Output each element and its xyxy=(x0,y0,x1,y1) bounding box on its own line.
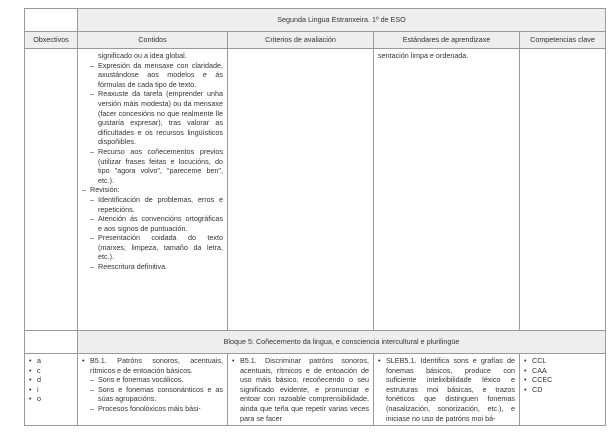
revision-item: – Identificación de problemas, erros e repeticións. xyxy=(82,195,223,214)
col-standards: Estándares de aprendizaxe xyxy=(374,32,520,49)
block5-header-row xyxy=(25,331,606,354)
content-b51: • B5.1. Patróns sonoros, acentuais, rítmicos e de entoación básicos. xyxy=(82,356,223,375)
curriculum-table xyxy=(24,8,606,426)
block5-objectives-cell xyxy=(25,354,78,426)
content-subitem: – Sons e fonemas consonánticos e as súas agrupacións. xyxy=(82,385,223,404)
block5-contents-cell xyxy=(78,354,228,426)
col-objectives: Obxectivos xyxy=(25,32,78,49)
objective-item: • o xyxy=(29,394,73,404)
standards-cell xyxy=(374,49,520,331)
contents-list xyxy=(82,61,223,186)
competence-item: • CCEC xyxy=(524,375,601,385)
objectives-cell xyxy=(25,49,78,331)
subject-header: Segunda Lingua Estranxeira. 1º de ESO xyxy=(78,9,606,32)
competence-item: • CD xyxy=(524,385,601,395)
content-subitem: – Procesos fonolóxicos máis bási- xyxy=(82,404,223,414)
header-blank-cell xyxy=(25,9,78,32)
contents-item: – Recurso aos coñecementos previos (utilizar frases feitas e locucións, do tipo "agora volvo", "pareceme ben", etc.). xyxy=(82,147,223,185)
col-criteria: Criterios de avaliación xyxy=(228,32,374,49)
block5-blank-cell xyxy=(25,331,78,354)
col-contents: Contidos xyxy=(78,32,228,49)
subject-header-row xyxy=(25,9,606,32)
objective-item: • i xyxy=(29,385,73,395)
content-subitem: – Sons e fonemas vocálicos. xyxy=(82,375,223,385)
contents-item: – Reaxuste da tarefa (emprender unha versión máis modesta) ou da mensaxe (facer concesións no que realmente lle gustaría expresar), tras valorar as dificultades e os recursos lingüísticos dispoñibles. xyxy=(82,89,223,147)
main-content-row xyxy=(25,49,606,331)
block5-contents-list xyxy=(82,356,223,375)
contents-continuation: significado ou a idea global. xyxy=(98,51,187,60)
objective-item: • c xyxy=(29,366,73,376)
contents-item: – Expresión da mensaxe con claridade, axustándose aos modelos e ás fórmulas de cada tipo de texto. xyxy=(82,61,223,90)
criterion-b51: • B5.1. Discriminar patróns sonoros, acentuais, rítmicos e de entoación de uso máis básico, recoñecendo o seu significado evidente, e pronunciar e entoar con razoable comprensibilidade, ainda que teña que repetir varias veces para se facer xyxy=(232,356,369,423)
objective-item: • a xyxy=(29,356,73,366)
competences-list xyxy=(524,356,601,394)
objective-item: • d xyxy=(29,375,73,385)
block5-competences-cell xyxy=(520,354,606,426)
column-header-row xyxy=(25,32,606,49)
revision-item: – Atención ás convencións ortográficas e aos signos de puntuación. xyxy=(82,214,223,233)
revision-item: – Presentación coidada do texto (marxes, limpeza, tamaño da letra, etc.). xyxy=(82,233,223,262)
revision-list xyxy=(82,185,223,195)
contents-cell xyxy=(78,49,228,331)
revision-items xyxy=(82,195,223,272)
competence-item: • CCL xyxy=(524,356,601,366)
block5-content-row xyxy=(25,354,606,426)
revision-heading xyxy=(82,185,223,195)
criteria-list xyxy=(232,356,369,423)
standard-sleb51: • SLEB5.1. Identifica sons e grafías de fonemas básicos, produce con suficiente intelixibilidade léxico e estruturas moi básicas, e trazos fonéticos que distinguen fonemas (nasalización, sonorización, etc.), e iniciase no uso de patróns moi bá- xyxy=(378,356,515,423)
block5-content-subitems xyxy=(82,375,223,413)
competence-item: • CAA xyxy=(524,366,601,376)
revision-label: Revisión: xyxy=(90,185,120,195)
col-competences: Competencias clave xyxy=(520,32,606,49)
standards-list xyxy=(378,356,515,423)
competences-cell xyxy=(520,49,606,331)
revision-item: – Reescritura definitiva. xyxy=(82,262,223,272)
criteria-cell xyxy=(228,49,374,331)
block5-title: Bloque 5: Coñecemento da lingua, e consciencia intercultural e plurilingüe xyxy=(78,331,606,354)
block5-standards-cell xyxy=(374,354,520,426)
block5-criteria-cell xyxy=(228,354,374,426)
standards-continuation: sentación limpa e ordenada. xyxy=(378,51,469,60)
objectives-list xyxy=(29,356,73,404)
